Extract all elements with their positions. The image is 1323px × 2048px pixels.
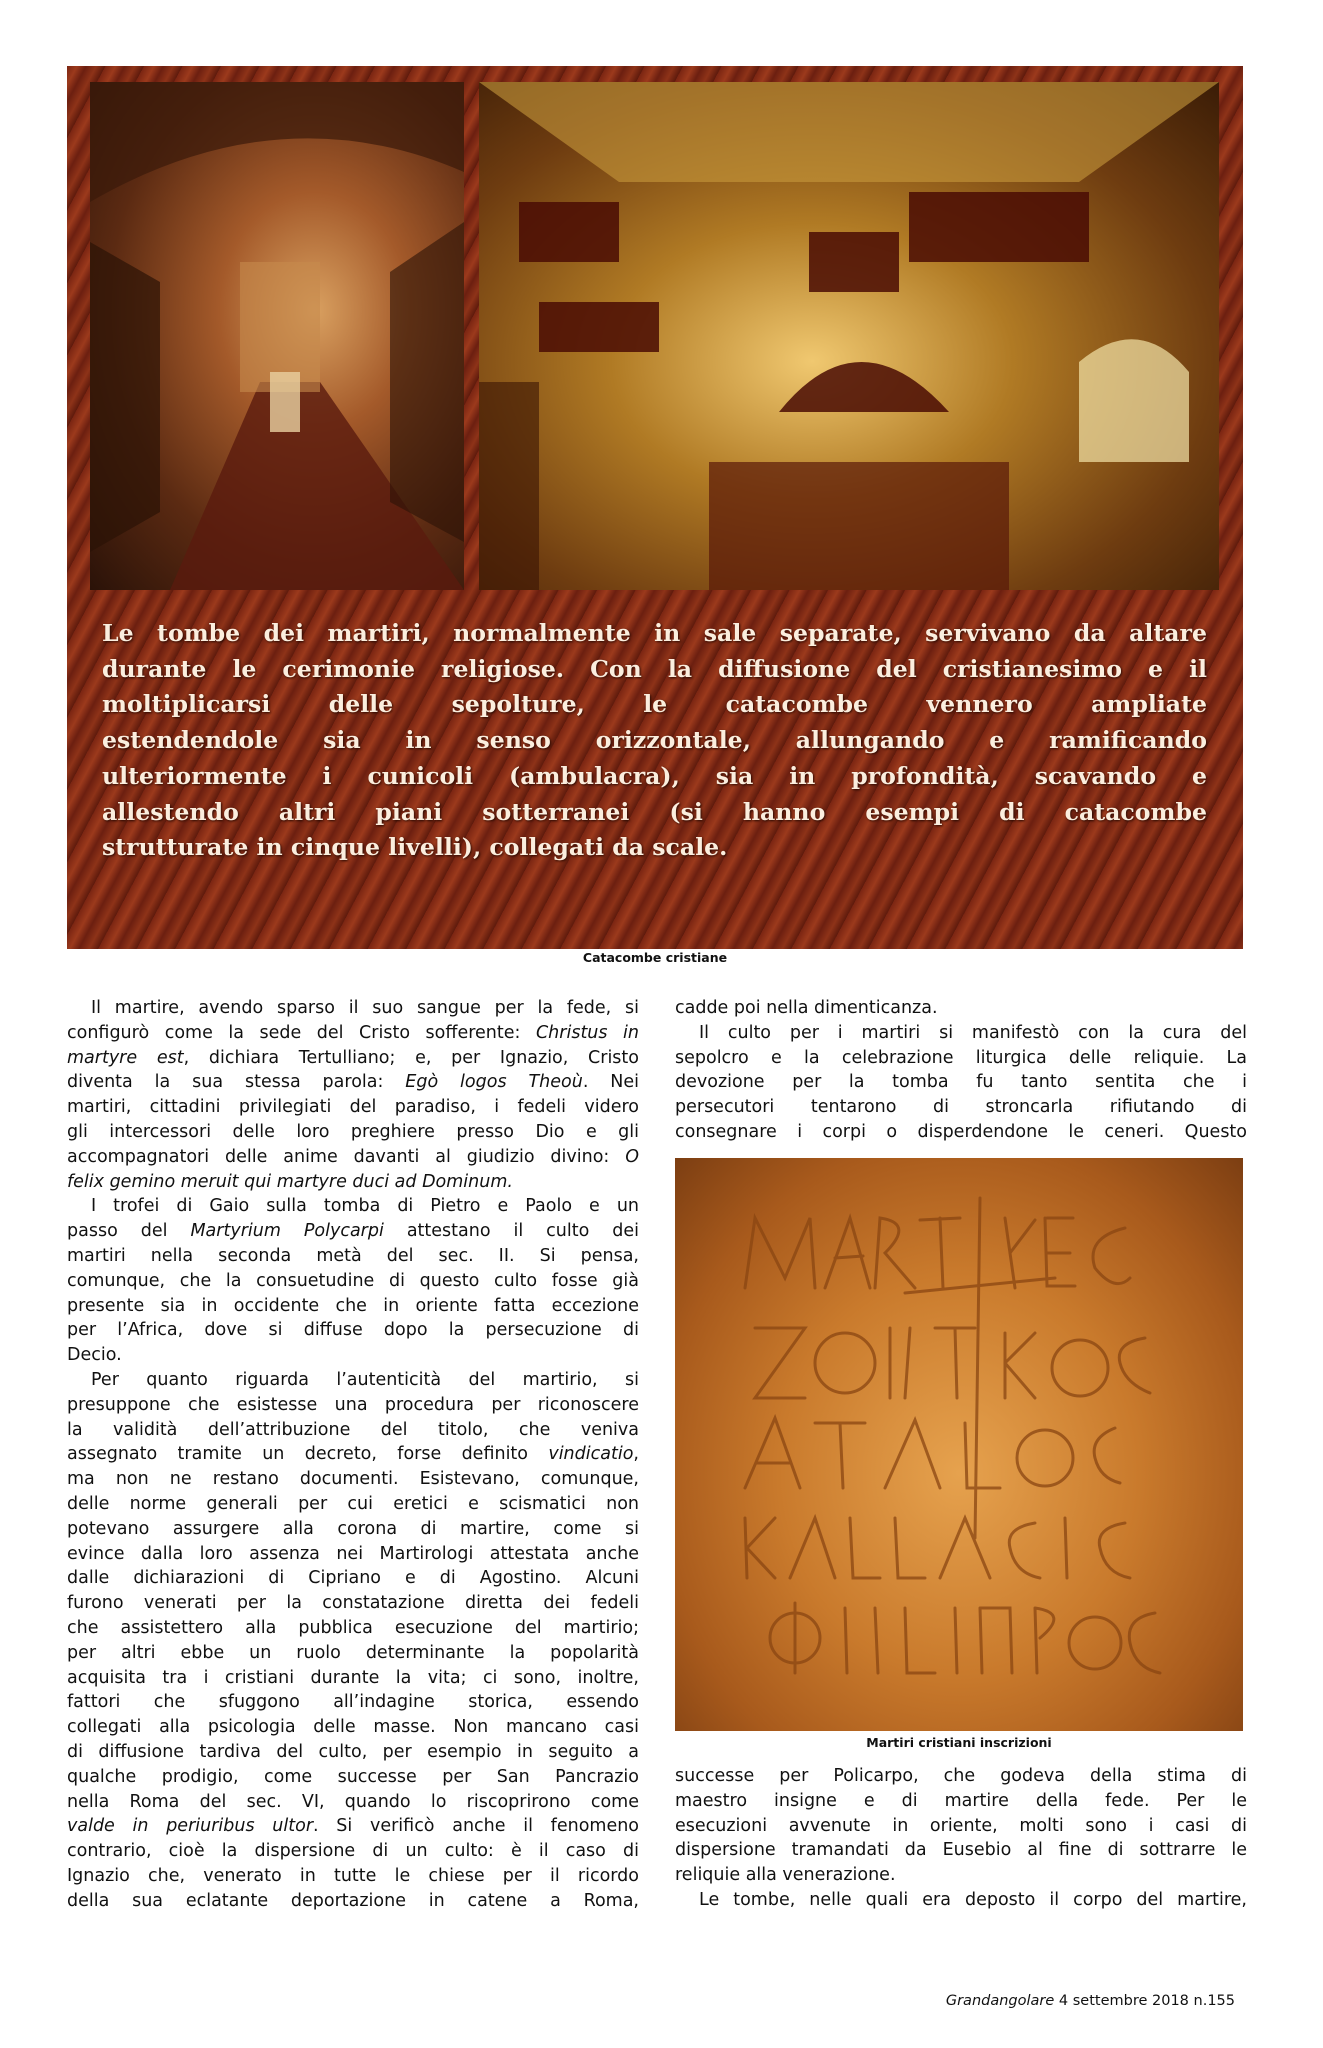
text-line: accompagnatori delle anime davanti al giudizio divino: O (67, 1146, 639, 1167)
inscription-caption: Martiri cristiani inscrizioni (866, 1735, 1052, 1750)
issue-info: 4 settembre 2018 n.155 (1054, 1993, 1235, 2009)
text-line: qualche prodigio, come successe per San Pancrazio (67, 1766, 639, 1787)
text-line: successe per Policarpo, che godeva della stima di (675, 1766, 1247, 1786)
text-line: la validità dell’attribuzione del titolo, che veniva (67, 1419, 639, 1440)
text-line: delle norme generali per cui eretici e scismatici non (67, 1493, 639, 1514)
text-line: martiri, cittadini privilegiati del paradiso, i fedeli videro (67, 1097, 639, 1118)
banner-caption: Catacombe cristiane (582, 950, 728, 965)
text-line: furono venerati per la constatazione diretta dei fedeli (67, 1593, 639, 1614)
text-line: per l’Africa, dove si diffuse dopo la persecuzione di (67, 1320, 639, 1341)
text-line: reliquie alla venerazione. (675, 1865, 896, 1886)
page-footer (946, 1993, 1235, 2009)
text-line: martiri nella seconda metà del sec. II. Si pensa, (67, 1245, 639, 1266)
catacomb-chamber-photo (479, 82, 1219, 590)
text-line: potevano assurgere alla corona di martire, come si (67, 1518, 639, 1539)
text-line: persecutori tentarono di stroncarla rifiutando di (675, 1097, 1247, 1118)
text-line: Il martire, avendo sparso il suo sangue per la fede, si (91, 998, 639, 1018)
text-line: passo del Martyrium Polycarpi attestano il culto dei (67, 1221, 640, 1242)
banner-description: Le tombe dei martiri, normalmente in sale separate, servivano da altare durante le cerimonie religiose. Con la diffusione del cristianesimo e il moltiplicarsi delle sepolture, le catacombe vennero ampliate estendendole sia in senso orizzontale, allungando e ramificando ulteriormente i cunicoli (ambulacra), sia in profondità, scavando e allestendo altri piani sotterranei (si hanno esempi di catacombe strutturate in cinque livelli), collegati da scale. (102, 619, 1207, 862)
catacomb-corridor-photo (90, 82, 464, 590)
text-line: comunque, che la consuetudine di questo culto fosse già (67, 1270, 639, 1291)
text-line: collegati alla psicologia delle masse. Non mancano casi (67, 1717, 639, 1738)
text-line: diventa la sua stessa parola: Egò logos Theoù. Nei (67, 1072, 639, 1093)
text-line: Il culto per i martiri si manifestò con la cura del (699, 1022, 1247, 1043)
text-line: dalle dichiarazioni di Cipriano e di Agostino. Alcuni (67, 1568, 639, 1589)
text-line: dispersione tramandati da Eusebio al fine di sottrarre le (675, 1840, 1247, 1861)
text-line: ma non ne restano documenti. Esistevano, comunque, (67, 1469, 639, 1490)
text-line: gli intercessori delle loro preghiere presso Dio e gli (67, 1121, 639, 1142)
text-line: cadde poi nella dimenticanza. (675, 998, 938, 1018)
text-line: acquisita tra i cristiani durante la vita; ci sono, inoltre, (67, 1667, 639, 1688)
text-line: configurò come la sede del Cristo sofferente: Christus in (67, 1022, 639, 1043)
text-line: contrario, cioè la dispersione di un culto: è il caso di (67, 1841, 639, 1862)
text-line: felix gemino meruit qui martyre duci ad Dominum. (67, 1171, 513, 1192)
text-line: Ignazio che, venerato in tutte le chiese per il ricordo (67, 1865, 639, 1886)
text-line: nella Roma del sec. VI, quando lo riscoprirono come (67, 1791, 639, 1812)
text-line: sepolcro e la celebrazione liturgica delle reliquie. La (675, 1047, 1247, 1068)
text-line: Decio. (67, 1345, 122, 1366)
hero-banner (67, 66, 1243, 949)
text-line: valde in periuribus ultor. Si verificò anche il fenomeno (67, 1816, 640, 1837)
text-line: assegnato tramite un decreto, forse definito vindicatio, (67, 1444, 639, 1465)
text-line: maestro insigne e di martire della fede. Per le (675, 1790, 1247, 1811)
text-line: che assistettero alla pubblica esecuzione del martirio; (67, 1617, 639, 1638)
text-line: Le tombe, nelle quali era deposto il corpo del martire, (699, 1889, 1247, 1910)
left-column (67, 996, 639, 1913)
text-line: della sua eclatante deportazione in catene a Roma, (67, 1890, 639, 1911)
right-column-top (675, 996, 1247, 1145)
right-column-bottom (675, 1764, 1247, 1913)
text-line: martyre est, dichiara Tertulliano; e, per Ignazio, Cristo (67, 1047, 639, 1068)
text-line: I trofei di Gaio sulla tomba di Pietro e Paolo e un (91, 1196, 639, 1217)
text-line: consegnare i corpi o disperdendone le ceneri. Questo (675, 1121, 1247, 1142)
text-line: evince dalla loro assenza nei Martirologi attestata anche (67, 1543, 639, 1564)
publication-name: Grandangolare (945, 1993, 1055, 2009)
text-line: esecuzioni avvenute in oriente, molti sono i casi di (675, 1815, 1247, 1836)
text-line: fattori che sfuggono all’indagine storica, essendo (67, 1692, 639, 1713)
text-line: per altri ebbe un ruolo determinante la popolarità (67, 1642, 639, 1663)
text-line: presente sia in occidente che in oriente fatta eccezione (67, 1295, 639, 1316)
text-line: devozione per la tomba fu tanto sentita che i (675, 1072, 1247, 1093)
inscription-photo (675, 1158, 1243, 1731)
text-line: di diffusione tardiva del culto, per esempio in seguito a (67, 1741, 639, 1762)
text-line: presuppone che esistesse una procedura per riconoscere (67, 1394, 639, 1415)
text-line: Per quanto riguarda l’autenticità del martirio, si (91, 1369, 639, 1390)
